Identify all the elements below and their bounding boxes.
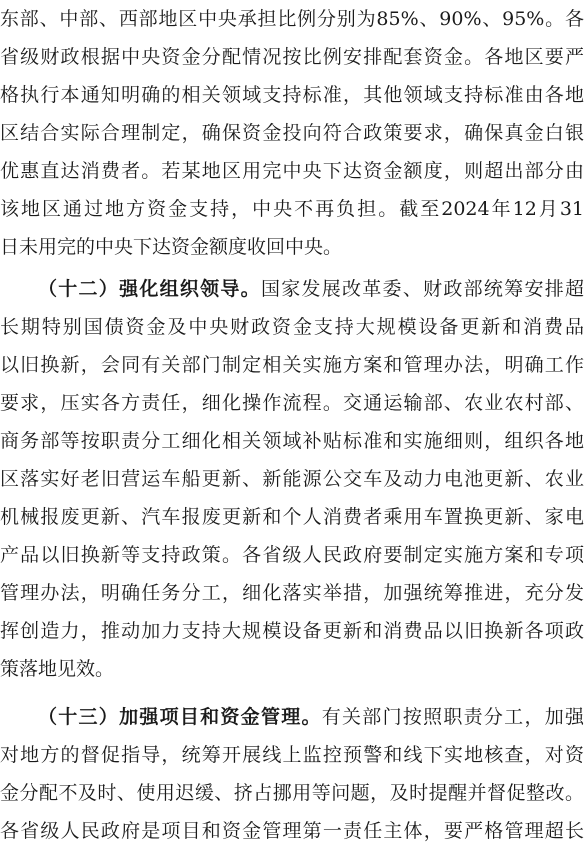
text-span: 国家发展改革委、财政部统筹安排超 — [260, 278, 584, 300]
text-line: 各省级人民政府是项目和资金管理第一责任主体，要严格管理超长 — [0, 820, 584, 842]
text-line: 挥创造力，推动加力支持大规模设备更新和消费品以旧换新各项政 — [0, 620, 584, 642]
text-line: 区结合实际合理制定，确保资金投向符合政策要求，确保真金白银 — [0, 122, 584, 144]
text-line: 以旧换新，会同有关部门制定相关实施方案和管理办法，明确工作 — [0, 354, 584, 376]
text-line: 策落地见效。 — [0, 658, 115, 680]
section-first-line — [0, 698, 584, 736]
section-first-line — [0, 270, 584, 308]
section-heading: （十三）加强项目和资金管理。 — [38, 706, 322, 728]
text-line: 格执行本通知明确的相关领域支持标准，其他领域支持标准由各地 — [0, 84, 584, 106]
text-line: 要求，压实各方责任，细化操作流程。交通运输部、农业农村部、 — [0, 392, 584, 414]
text-line: 优惠直达消费者。若某地区用完中央下达资金额度，则超出部分由 — [0, 160, 584, 182]
text-line: 对地方的督促指导，统筹开展线上监控预警和线下实地核查，对资 — [0, 744, 584, 766]
text-line: 日未用完的中央下达资金额度收回中央。 — [0, 236, 343, 258]
text-line: 金分配不及时、使用迟缓、挤占挪用等问题，及时提醒并督促整改。 — [0, 782, 584, 804]
text-line: 机械报废更新、汽车报废更新和个人消费者乘用车置换更新、家电 — [0, 506, 584, 528]
text-line: 商务部等按职责分工细化相关领域补贴标准和实施细则，组织各地 — [0, 430, 584, 452]
text-line: 东部、中部、西部地区中央承担比例分别为85%、90%、95%。各 — [0, 8, 584, 30]
text-line: 区落实好老旧营运车船更新、新能源公交车及动力电池更新、农业 — [0, 468, 584, 490]
text-line: 产品以旧换新等支持政策。各省级人民政府要制定实施方案和专项 — [0, 544, 584, 566]
text-span: 有关部门按照职责分工，加强 — [321, 706, 584, 728]
text-line: 省级财政根据中央资金分配情况按比例安排配套资金。各地区要严 — [0, 46, 584, 68]
section-heading: （十二）强化组织领导。 — [38, 278, 261, 300]
text-line: 管理办法，明确任务分工，细化落实举措，加强统筹推进，充分发 — [0, 582, 584, 604]
text-line: 该地区通过地方资金支持，中央不再负担。截至2024年12月31 — [0, 198, 584, 220]
text-line: 长期特别国债资金及中央财政资金支持大规模设备更新和消费品 — [0, 316, 584, 338]
